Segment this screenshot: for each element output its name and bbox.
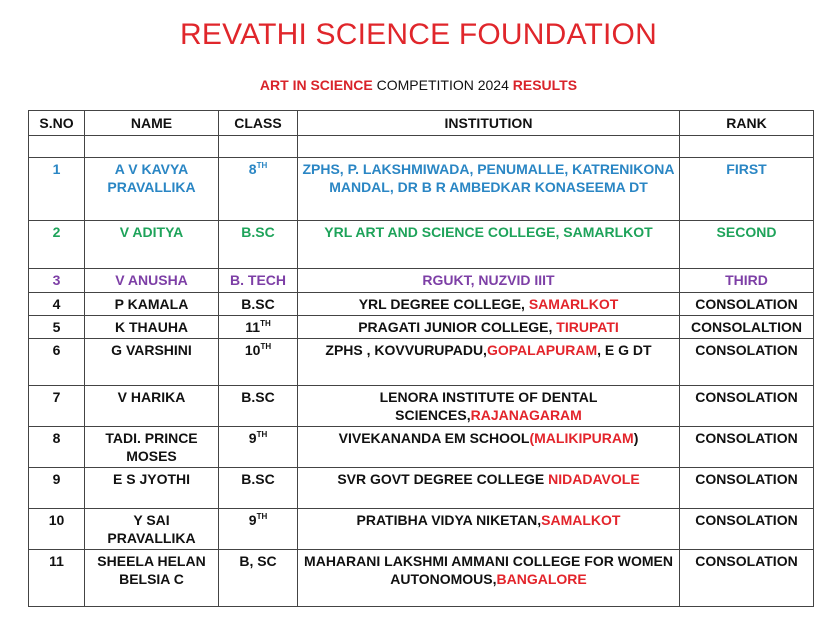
cell-name: Y SAI PRAVALLIKA [85, 509, 219, 550]
cell-class [219, 509, 298, 550]
institution-place: SAMARLKOT [528, 296, 619, 312]
cell-name: SHEELA HELAN BELSIA C [85, 550, 219, 607]
cell-name: V ADITYA [85, 221, 219, 269]
institution-suffix: , E G DT [597, 342, 652, 358]
col-sno: S.NO [29, 111, 85, 136]
cell-institution [298, 386, 680, 427]
cell-class [219, 427, 298, 468]
class-value: B. TECH [230, 272, 286, 288]
col-rank: RANK [680, 111, 814, 136]
institution-name: ZPHS, P. LAKSHMIWADA, PENUMALLE, KATRENIKONA MANDAL, DR B R AMBEDKAR KONASEEMA DT [302, 161, 679, 195]
cell-name: P KAMALA [85, 293, 219, 316]
cell-class [219, 269, 298, 293]
cell-institution [298, 339, 680, 386]
cell-institution [298, 158, 680, 221]
cell-rank: CONSOLATION [680, 293, 814, 316]
empty-row [29, 136, 814, 158]
table-row [29, 316, 814, 339]
institution-name: YRL DEGREE COLLEGE, [358, 296, 529, 312]
class-suffix: TH [256, 512, 268, 521]
subtitle-part1: ART IN SCIENCE [259, 77, 373, 93]
institution-place: TIRUPATI [556, 319, 619, 335]
cell-class [219, 386, 298, 427]
class-suffix: TH [260, 342, 272, 351]
cell-rank: SECOND [680, 221, 814, 269]
institution-place: BANGALORE [496, 571, 587, 587]
class-suffix: TH [260, 319, 271, 328]
table-row [29, 339, 814, 386]
cell-sno: 10 [29, 509, 85, 550]
cell-class [219, 316, 298, 339]
cell-name: G VARSHINI [85, 339, 219, 386]
institution-name: VIVEKANANDA EM SCHOOL [338, 430, 530, 446]
institution-name: PRAGATI JUNIOR COLLEGE, [358, 319, 557, 335]
cell-class [219, 221, 298, 269]
class-suffix: TH [256, 430, 268, 439]
institution-name: LENORA INSTITUTE OF DENTAL SCIENCES, [379, 389, 602, 423]
cell-class [219, 468, 298, 509]
cell-institution [298, 221, 680, 269]
subtitle [0, 77, 837, 93]
cell-sno: 1 [29, 158, 85, 221]
subtitle-part3: RESULTS [512, 77, 578, 93]
cell-class [219, 339, 298, 386]
cell-rank: CONSOLATION [680, 509, 814, 550]
class-value: B.SC [241, 296, 275, 312]
col-name: NAME [85, 111, 219, 136]
class-value: 11 [245, 319, 261, 335]
institution-place: NIDADAVOLE [548, 471, 640, 487]
cell-institution [298, 427, 680, 468]
cell-rank: THIRD [680, 269, 814, 293]
cell-name: E S JYOTHI [85, 468, 219, 509]
cell-name: K THAUHA [85, 316, 219, 339]
page-title: REVATHI SCIENCE FOUNDATION [180, 18, 657, 51]
class-suffix: TH [256, 161, 268, 170]
cell-sno: 8 [29, 427, 85, 468]
cell-institution [298, 468, 680, 509]
class-value: 9 [248, 430, 257, 446]
class-value: B.SC [241, 224, 275, 240]
cell-institution [298, 509, 680, 550]
cell-institution [298, 293, 680, 316]
cell-sno: 11 [29, 550, 85, 607]
class-value: 9 [248, 512, 257, 528]
cell-sno: 3 [29, 269, 85, 293]
cell-sno: 6 [29, 339, 85, 386]
table-row [29, 269, 814, 293]
table-row [29, 386, 814, 427]
cell-institution [298, 269, 680, 293]
cell-institution [298, 550, 680, 607]
cell-name: V HARIKA [85, 386, 219, 427]
institution-place: (MALIKIPURAM [529, 430, 634, 446]
class-value: 8 [248, 161, 257, 177]
institution-place: RAJANAGARAM [470, 407, 582, 423]
col-institution: INSTITUTION [298, 111, 680, 136]
results-table [28, 110, 814, 607]
subtitle-part2: COMPETITION 2024 [372, 77, 513, 93]
table-row [29, 293, 814, 316]
table-row [29, 550, 814, 607]
class-value: B.SC [241, 389, 275, 405]
cell-sno: 2 [29, 221, 85, 269]
cell-sno: 4 [29, 293, 85, 316]
institution-name: PRATIBHA VIDYA NIKETAN, [356, 512, 542, 528]
cell-rank: CONSOLALTION [680, 316, 814, 339]
table-row [29, 221, 814, 269]
cell-sno: 9 [29, 468, 85, 509]
table-header [29, 111, 814, 136]
cell-name: TADI. PRINCE MOSES [85, 427, 219, 468]
cell-rank: CONSOLATION [680, 427, 814, 468]
table-row [29, 427, 814, 468]
cell-name: V ANUSHA [85, 269, 219, 293]
institution-place: GOPALAPURAM [486, 342, 598, 358]
cell-institution [298, 316, 680, 339]
table-row [29, 158, 814, 221]
class-value: B, SC [239, 553, 277, 569]
institution-name: ZPHS , KOVVURUPADU, [325, 342, 487, 358]
table-row [29, 468, 814, 509]
table-row [29, 509, 814, 550]
cell-rank: CONSOLATION [680, 386, 814, 427]
institution-name: YRL ART AND SCIENCE COLLEGE, SAMARLKOT [324, 224, 653, 240]
col-class: CLASS [219, 111, 298, 136]
institution-place: SAMALKOT [541, 512, 621, 528]
cell-class [219, 158, 298, 221]
institution-name: MAHARANI LAKSHMI AMMANI COLLEGE FOR WOMEN AUTONOMOUS, [304, 553, 677, 587]
institution-suffix: ) [633, 430, 639, 446]
class-value: B.SC [241, 471, 275, 487]
cell-name: A V KAVYA PRAVALLIKA [85, 158, 219, 221]
cell-class [219, 550, 298, 607]
class-value: 10 [244, 342, 261, 358]
cell-class [219, 293, 298, 316]
cell-sno: 7 [29, 386, 85, 427]
cell-rank: CONSOLATION [680, 468, 814, 509]
institution-name: SVR GOVT DEGREE COLLEGE [337, 471, 549, 487]
cell-rank: FIRST [680, 158, 814, 221]
institution-name: RGUKT, NUZVID IIIT [422, 272, 555, 288]
cell-rank: CONSOLATION [680, 550, 814, 607]
cell-rank: CONSOLATION [680, 339, 814, 386]
cell-sno: 5 [29, 316, 85, 339]
